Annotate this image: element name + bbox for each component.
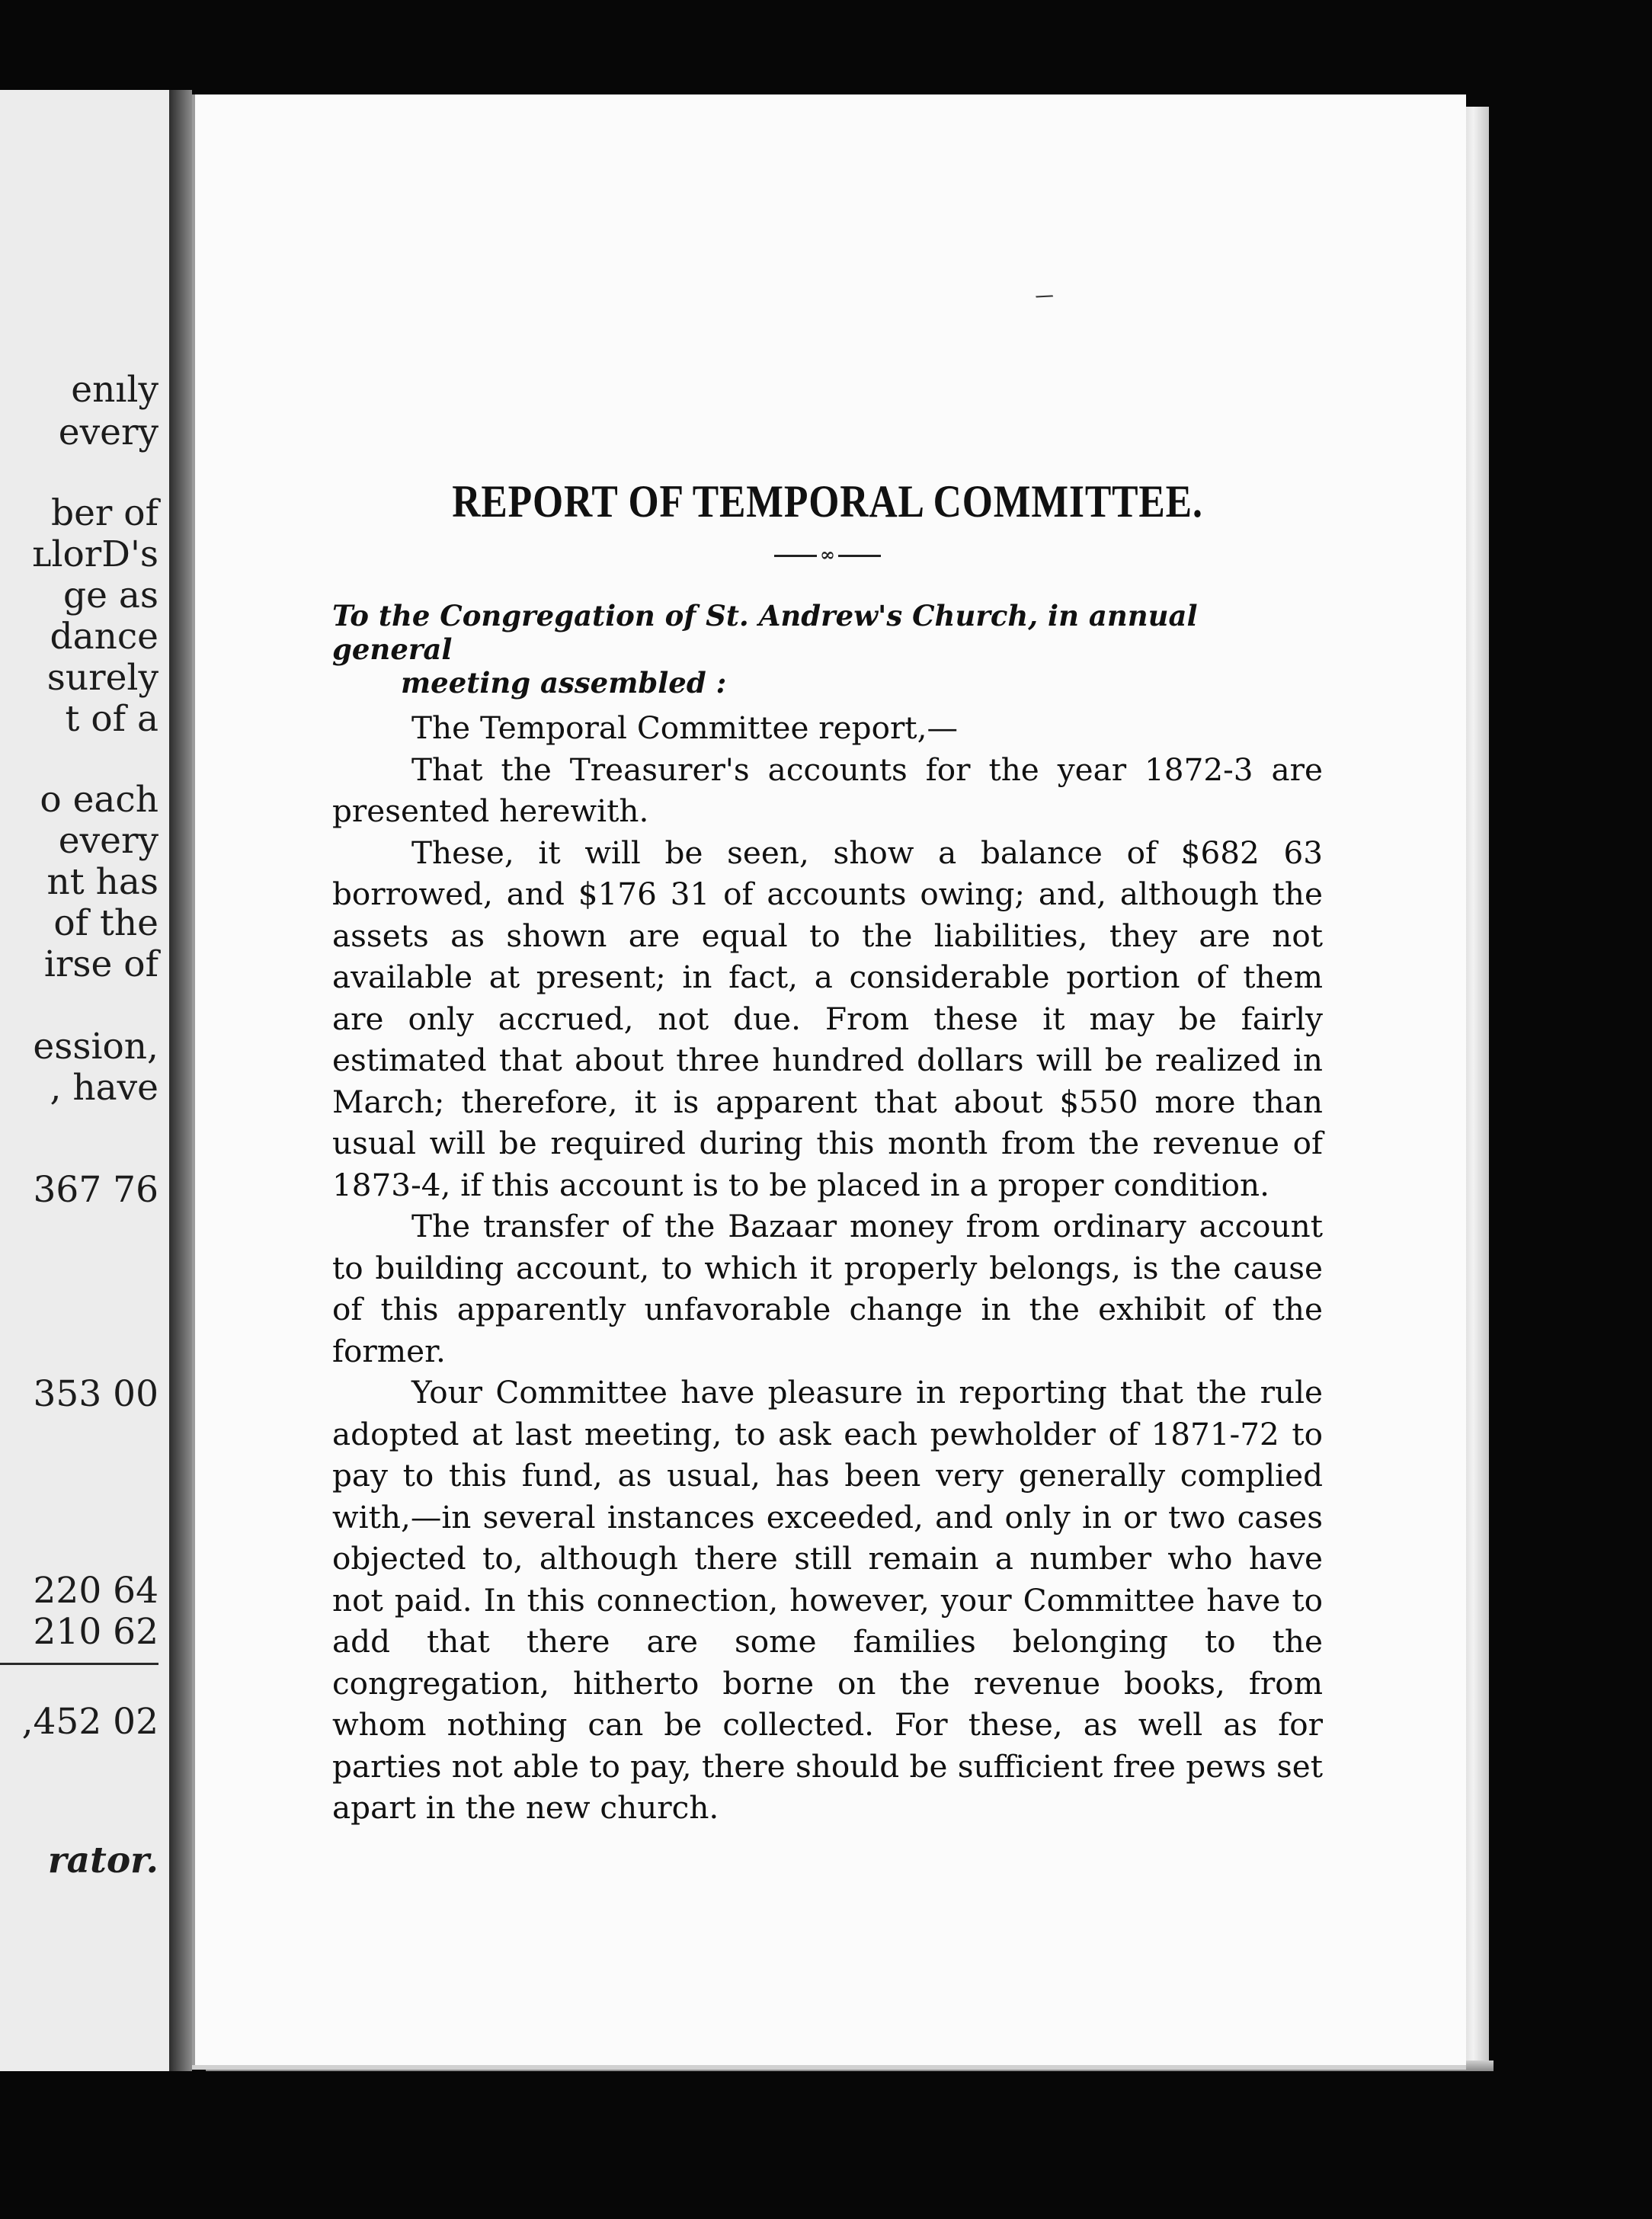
left-page-line: 367 76 xyxy=(33,1169,158,1211)
paragraph: The transfer of the Bazaar money from ordinary account to building account, to which it properly belongs, is the cause of this apparently unfavorable change in the exhibit of the former. xyxy=(332,1208,1323,1369)
left-page-line: dance xyxy=(50,616,158,658)
left-page-line: ge as xyxy=(63,575,158,616)
left-page-line: , have xyxy=(50,1067,158,1109)
title-ornament: ∞ xyxy=(332,543,1323,565)
paragraph: That the Treasurer's accounts for the year 1872-3 are presented herewith. xyxy=(332,751,1323,829)
salutation xyxy=(332,599,1323,700)
report-page xyxy=(192,94,1466,2065)
left-page-rule xyxy=(0,1663,158,1665)
left-page-line: every xyxy=(58,820,158,862)
left-page-line: t of a xyxy=(65,698,158,740)
left-page-line: 220 64 xyxy=(33,1570,158,1612)
paragraph: Your Committee have pleasure in reporting that the rule adopted at last meeting, to ask each pewholder of 1871-72 to pay to this fund, as usual, has been very generally complied with,—in several instances exceeded, and only in or two cases objected to, although there still remain a number who have not paid. In this connection, however, your Committee have to add that there are some families belonging to the congregation, hitherto borne on the revenue books, from whom nothing can be collected. For these, as well as for parties not able to pay, there should be sufficient free pews set apart in the new church. xyxy=(332,1374,1323,1826)
left-page-line: ber of xyxy=(51,492,158,534)
salutation-line-2: meeting assembled : xyxy=(401,666,727,700)
salutation-line-1: To the Congregation of St. Andrew's Church, in annual general xyxy=(332,599,1198,666)
left-page-line: ,452 02 xyxy=(21,1701,158,1743)
page-edge xyxy=(1463,107,1489,2070)
left-page-line: enıly xyxy=(71,369,158,411)
left-page-line: ession, xyxy=(33,1026,158,1068)
left-page-line: ʟlorD's xyxy=(31,533,158,575)
paragraph: The Temporal Committee report,— xyxy=(411,709,958,746)
left-page-line: rator. xyxy=(47,1840,158,1881)
left-page-line: surely xyxy=(46,657,158,699)
speck-mark: / xyxy=(1032,289,1056,304)
paragraph: These, it will be seen, show a balance of $682 63 borrowed, and $176 31 of accounts owing; and, although the assets as shown are equal to the liabilities, they are not available at present; in fact, a considerable portion of them are only accrued, not due. From these it may be fairly estimated that about three hundred dollars will be realized in March; therefore, it is apparent that about $550 more than usual will be required during this month from the revenue of 1873-4, if this account is to be placed in a proper condition. xyxy=(332,834,1323,1203)
left-page-line: of the xyxy=(53,902,158,944)
left-page-line: every xyxy=(58,411,158,453)
left-page-line: o each xyxy=(40,779,158,821)
left-page-fragment xyxy=(0,90,174,2071)
left-page-line: nt has xyxy=(46,861,158,903)
left-page-line: 353 00 xyxy=(33,1373,158,1415)
left-page-line: 210 62 xyxy=(33,1611,158,1653)
book-gutter xyxy=(169,90,192,2071)
left-page-line: irse of xyxy=(43,943,158,985)
report-content xyxy=(332,94,1323,1829)
page-title: REPORT OF TEMPORAL COMMITTEE. xyxy=(452,476,1203,527)
